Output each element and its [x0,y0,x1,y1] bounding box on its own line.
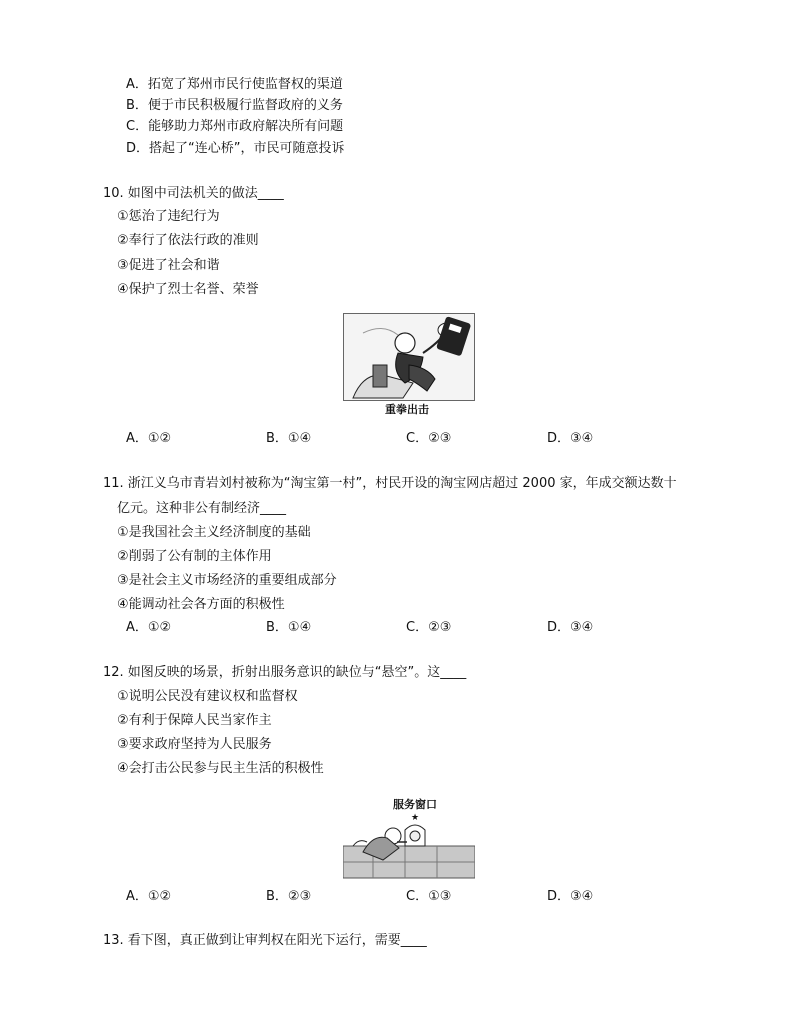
q11-statement-1: ①是我国社会主义经济制度的基础 [117,525,311,540]
q9-option-a: A．拓宽了郑州市民行使监督权的渠道 [126,77,343,92]
q12-stem: 12. 如图反映的场景，折射出服务意识的缺位与“悬空”。这____ [103,665,467,680]
q10-choice-a: A．①② [126,431,172,446]
q10-statement-3: ③促进了社会和谐 [117,258,220,273]
q11-choice-c: C．②③ [406,620,452,635]
q12-figure-caption: 服务窗口 [393,798,437,811]
q9-option-b: B．便于市民积极履行监督政府的义务 [126,98,343,113]
q12-cartoon-image [343,812,475,880]
q12-statement-3: ③要求政府坚持为人民服务 [117,737,272,752]
q11-statement-4: ④能调动社会各方面的积极性 [117,597,285,612]
q11-stem-line2: 亿元。这种非公有制经济____ [117,501,287,516]
q13-stem: 13. 看下图，真正做到让审判权在阳光下运行，需要____ [103,933,427,948]
q9-option-d: D．搭起了“连心桥”，市民可随意投诉 [126,141,345,156]
q10-stem: 10. 如图中司法机关的做法____ [103,186,284,201]
star-icon: ★ [410,813,420,823]
q10-choice-c: C．②③ [406,431,452,446]
q9-option-c: C．能够助力郑州市政府解决所有问题 [126,119,344,134]
q12-choice-b: B．②③ [266,889,312,904]
q12-choice-c: C．①③ [406,889,452,904]
q11-stem-line1: 11. 浙江义乌市青岩刘村被称为“淘宝第一村”，村民开设的淘宝网店超过 2000 家，年成交额达数十 [103,476,677,491]
q11-statement-3: ③是社会主义市场经济的重要组成部分 [117,573,337,588]
q10-cartoon-image [343,313,475,401]
q10-cartoon-figure [343,313,475,417]
q12-statement-4: ④会打击公民参与民主生活的积极性 [117,761,324,776]
q10-statement-2: ②奉行了依法行政的准则 [117,233,259,248]
q10-statement-1: ①惩治了违纪行为 [117,209,220,224]
q10-statement-4: ④保护了烈士名誉、荣誉 [117,282,259,297]
q12-choice-a: A．①② [126,889,172,904]
q12-statement-2: ②有利于保障人民当家作主 [117,713,272,728]
q11-statement-2: ②削弱了公有制的主体作用 [117,549,272,564]
q11-choice-b: B．①④ [266,620,312,635]
q10-figure-caption: 重拳出击 [385,403,429,416]
q11-choice-a: A．①② [126,620,172,635]
q11-choice-d: D．③④ [547,620,594,635]
q12-cartoon-figure [343,796,475,880]
q12-statement-1: ①说明公民没有建议权和监督权 [117,689,298,704]
q10-choice-d: D．③④ [547,431,594,446]
q10-choice-b: B．①④ [266,431,312,446]
q12-choice-d: D．③④ [547,889,594,904]
